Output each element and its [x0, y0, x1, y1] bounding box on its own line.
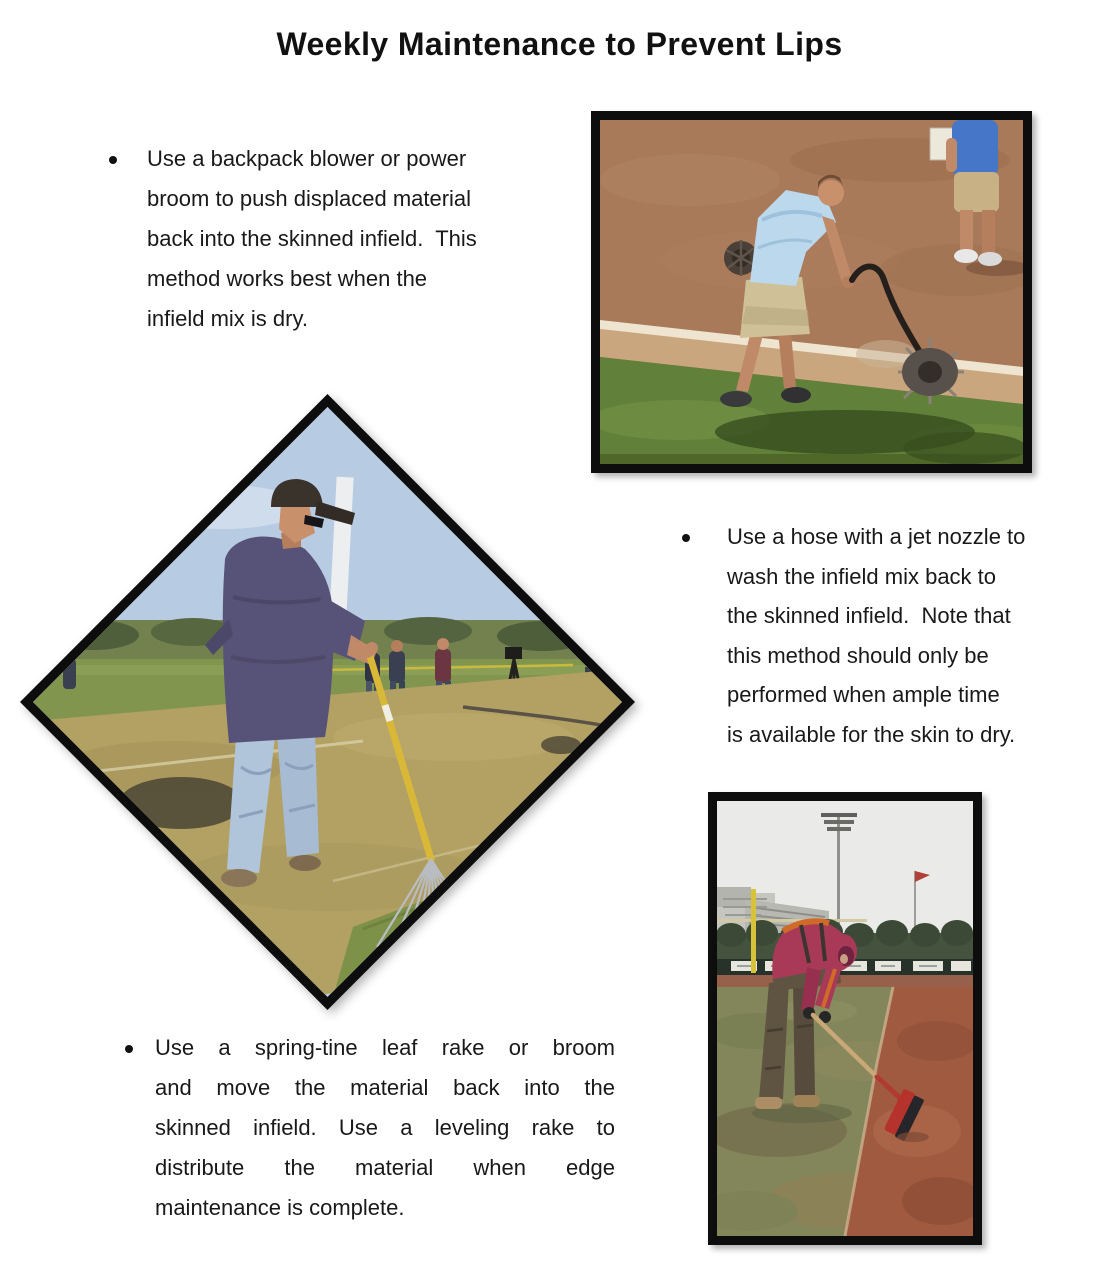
text-line: wash the infield mix back to — [727, 563, 997, 589]
bullet-icon — [125, 1045, 133, 1053]
paragraph-spring-tine-rake — [155, 1028, 615, 1228]
paragraph-hose-jet-nozzle — [727, 517, 1087, 754]
text-line: Use a spring-tine leaf rake or broom — [155, 1035, 615, 1060]
text-line: performed when ample time — [727, 682, 1000, 707]
bullet-icon — [109, 156, 117, 164]
text-line: is available for the skin to dry. — [727, 721, 1016, 747]
page-title: Weekly Maintenance to Prevent Lips — [276, 26, 843, 62]
power-broom-photo-illustration — [600, 120, 1023, 464]
leaf-rake-photo-canvas — [33, 407, 622, 997]
bullet-icon — [682, 534, 690, 542]
text-line: maintenance is complete. — [155, 1195, 405, 1220]
leaf-rake-photo-border — [20, 394, 635, 1010]
text-line: back into the skinned infield. This — [147, 226, 477, 251]
push-broom-photo-illustration — [717, 801, 973, 1236]
push-broom-photo — [708, 792, 982, 1245]
text-line: distribute the material when edge — [155, 1155, 615, 1180]
power-broom-photo — [591, 111, 1032, 473]
text-line: and move the material back into the — [155, 1075, 615, 1100]
text-line: Use a backpack blower or power — [147, 146, 467, 171]
text-line: infield mix is dry. — [147, 306, 308, 331]
leaf-rake-photo — [20, 394, 635, 1010]
text-line: method works best when the — [147, 266, 428, 291]
leaf-rake-photo-illustration — [33, 407, 622, 997]
text-line: this method should only be — [727, 642, 989, 668]
text-line: broom to push displaced material — [147, 186, 472, 211]
text-line: Use a hose with a jet nozzle to — [727, 524, 1026, 549]
text-line: the skinned infield. Note that — [727, 603, 1011, 628]
paragraph-backpack-blower — [147, 139, 567, 339]
text-line: skinned infield. Use a leveling rake to — [155, 1115, 615, 1140]
